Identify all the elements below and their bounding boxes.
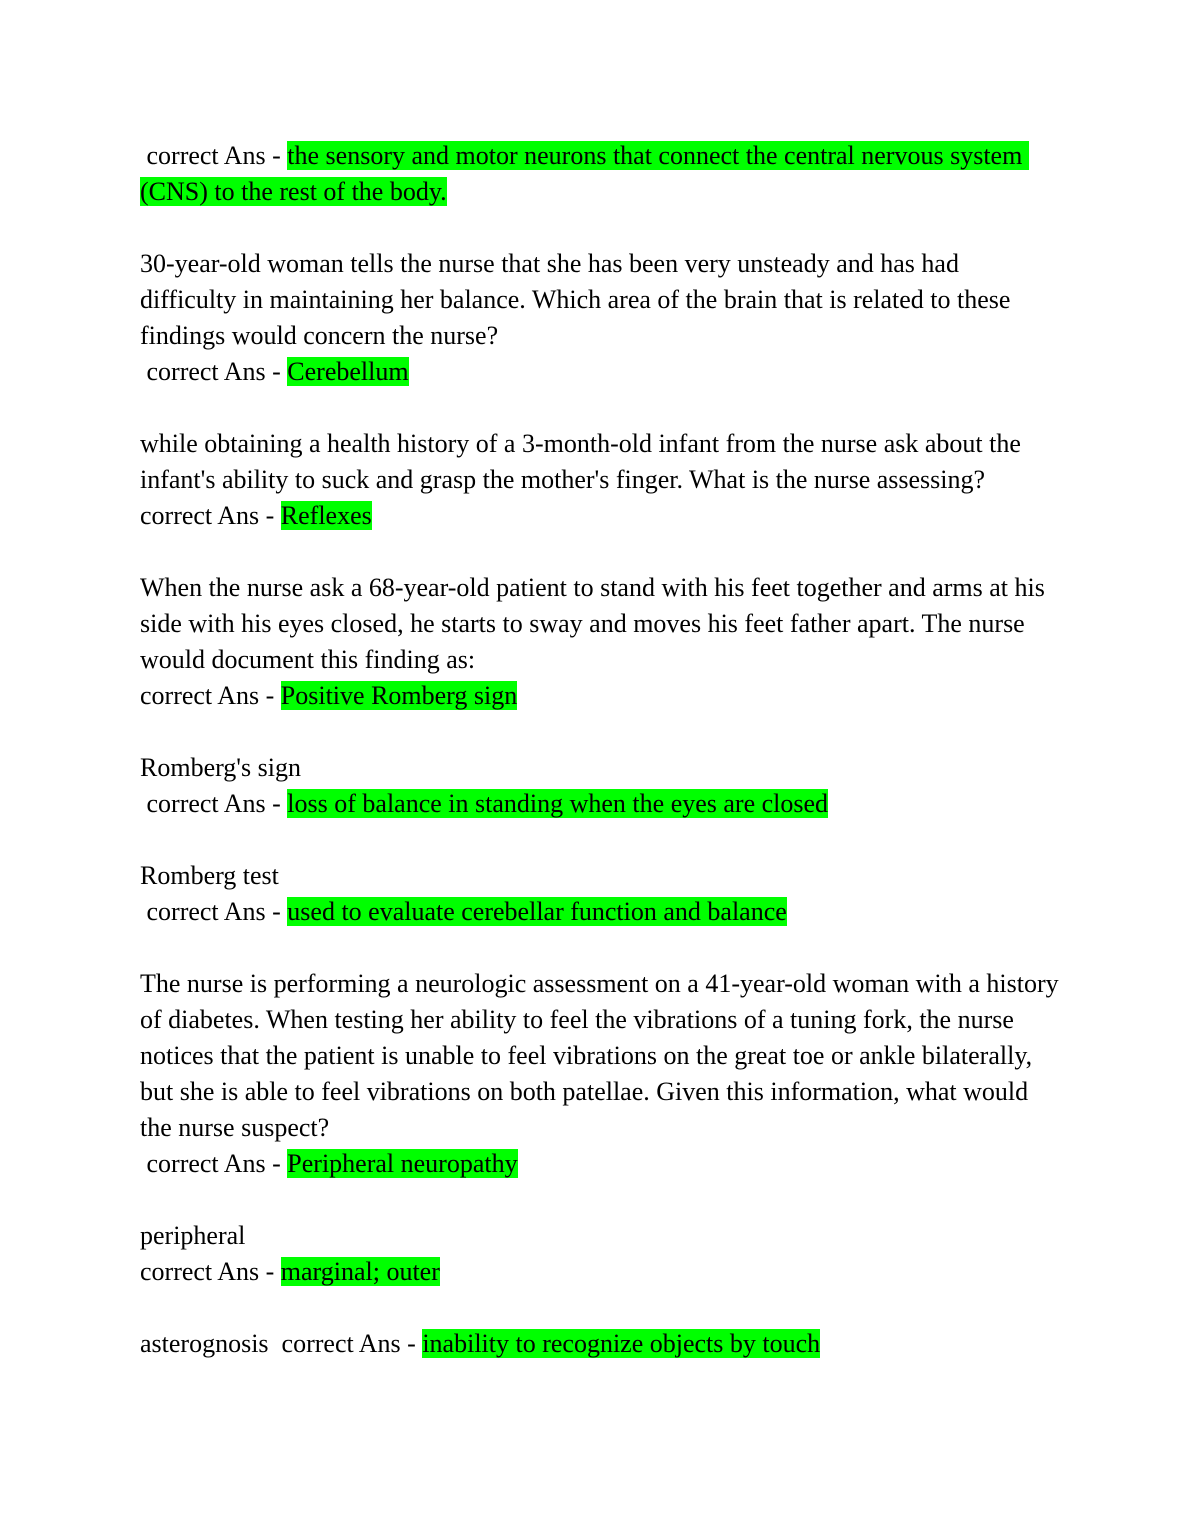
answer-line (140, 354, 1060, 390)
highlighted-answer: Positive Romberg sign (280, 681, 518, 710)
highlighted-answer: inability to recognize objects by touch (422, 1329, 821, 1358)
answer-line (140, 678, 1060, 714)
qa-entry-1 (140, 138, 1060, 210)
qa-entry-6 (140, 858, 1060, 930)
answer-prefix: correct Ans - (140, 789, 288, 818)
question-text: When the nurse ask a 68-year-old patient to stand with his feet together and arms at his side with his eyes closed, he starts to sway and moves his feet father apart. The nurse would document this finding as: (140, 573, 1052, 674)
answer-prefix: correct Ans - (140, 141, 288, 170)
answer-prefix: correct Ans - (140, 681, 281, 710)
highlighted-answer: used to evaluate cerebellar function and balance (287, 897, 787, 926)
question-text: Romberg's sign (140, 753, 301, 782)
qa-entry-2 (140, 246, 1060, 390)
qa-entry-5 (140, 750, 1060, 822)
answer-prefix: correct Ans - (140, 357, 288, 386)
highlighted-answer: Reflexes (280, 501, 372, 530)
question-text: peripheral (140, 1221, 246, 1250)
document-page (140, 138, 1066, 1398)
highlighted-answer: Peripheral neuropathy (287, 1149, 518, 1178)
answer-prefix: correct Ans - (140, 897, 288, 926)
answer-line (140, 786, 1060, 822)
answer-prefix: correct Ans - (140, 501, 281, 530)
qa-entry-9 (140, 1326, 1060, 1362)
answer-line (140, 1146, 1060, 1182)
highlighted-answer: the sensory and motor neurons that connect the central nervous system (CNS) to the rest of the body. (140, 141, 1029, 206)
qa-entry-8 (140, 1218, 1060, 1290)
highlighted-answer: loss of balance in standing when the eyes are closed (287, 789, 829, 818)
answer-prefix: correct Ans - (281, 1329, 423, 1358)
term-text: asterognosis (140, 1329, 282, 1358)
answer-prefix: correct Ans - (140, 1257, 281, 1286)
question-text: Romberg test (140, 861, 279, 890)
answer-line (140, 498, 1060, 534)
highlighted-answer: Cerebellum (287, 357, 409, 386)
answer-line (140, 1326, 1060, 1362)
answer-line (140, 138, 1060, 210)
answer-prefix: correct Ans - (140, 1149, 288, 1178)
highlighted-answer: marginal; outer (280, 1257, 440, 1286)
question-text: 30-year-old woman tells the nurse that she has been very unsteady and has had difficulty in maintaining her balance. Which area of the brain that is related to these findings would concern the nurse? (140, 249, 1017, 350)
question-text: The nurse is performing a neurologic assessment on a 41-year-old woman with a history of diabetes. When testing her ability to feel the vibrations of a tuning fork, the nurse notices that the patient is unable to feel vibrations on the great toe or ankle bilaterally, but she is able to feel vibrations on both patellae. Given this information, what would the nurse suspect? (140, 969, 1066, 1142)
answer-line (140, 894, 1060, 930)
qa-entry-7 (140, 966, 1066, 1182)
answer-line (140, 1254, 1060, 1290)
qa-entry-3 (140, 426, 1060, 534)
qa-entry-4 (140, 570, 1060, 714)
question-text: while obtaining a health history of a 3-month-old infant from the nurse ask about the infant's ability to suck and grasp the mother's finger. What is the nurse assessing? (140, 429, 1028, 494)
